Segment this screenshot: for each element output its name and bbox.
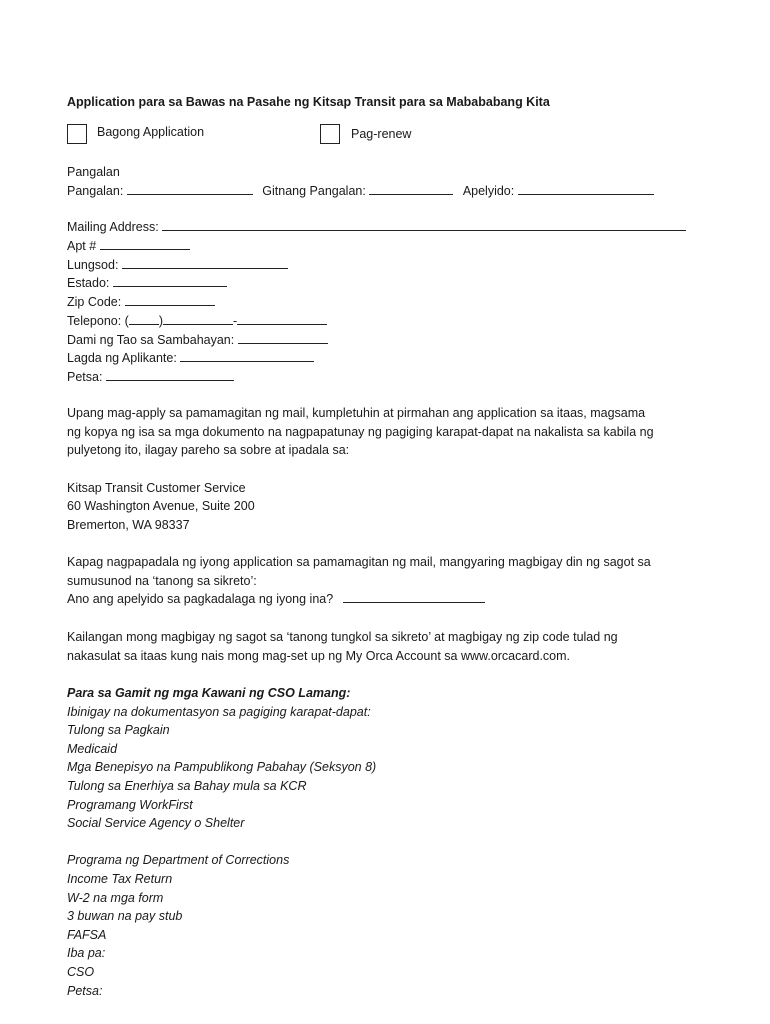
city-label: Lungsod: bbox=[67, 258, 119, 272]
instructions-line: pulyetong ito, ilagay pareho sa sobre at ipadala sa: bbox=[67, 443, 350, 457]
phone-prefix-field[interactable] bbox=[163, 312, 233, 325]
cso-item: Iba pa: bbox=[67, 946, 106, 960]
phone-label: Telepono: ( bbox=[67, 314, 129, 328]
secret-answer-field[interactable] bbox=[343, 590, 485, 603]
zip-label: Zip Code: bbox=[67, 295, 122, 309]
last-name-field[interactable] bbox=[518, 182, 654, 195]
cso-item: CSO bbox=[67, 965, 95, 979]
cso-item: Social Service Agency o Shelter bbox=[67, 816, 245, 830]
city-row bbox=[67, 256, 288, 274]
mailing-address-label: Mailing Address: bbox=[67, 220, 159, 234]
orca-note-line: Kailangan mong magbigay ng sagot sa ‘tanong tungkol sa sikreto’ at magbigay ng zip code tulad ng bbox=[67, 630, 618, 644]
secret-question-row bbox=[67, 590, 485, 608]
cso-item: Mga Benepisyo na Pampublikong Pabahay (Seksyon 8) bbox=[67, 760, 377, 774]
signature-row bbox=[67, 349, 314, 367]
cso-item: Petsa: bbox=[67, 984, 103, 998]
zip-row bbox=[67, 293, 215, 311]
household-field[interactable] bbox=[238, 331, 328, 344]
instructions-line: Upang mag-apply sa pamamagitan ng mail, kumpletuhin at pirmahan ang application sa itaas, magsama bbox=[67, 406, 646, 420]
cso-subheading: Ibinigay na dokumentasyon sa pagiging karapat-dapat: bbox=[67, 705, 371, 719]
name-heading: Pangalan bbox=[67, 165, 120, 179]
renew-label: Pag-renew bbox=[351, 127, 412, 141]
new-application-checkbox[interactable] bbox=[67, 124, 87, 144]
zip-field[interactable] bbox=[125, 293, 215, 306]
cso-item: Programa ng Department of Corrections bbox=[67, 853, 290, 867]
apt-field[interactable] bbox=[100, 237, 190, 250]
orca-note-line: nakasulat sa itaas kung nais mong mag-set up ng My Orca Account sa www.orcacard.com. bbox=[67, 649, 571, 663]
state-row bbox=[67, 274, 227, 292]
instructions-line: ng kopya ng isa sa mga dokumento na nagpapatunay ng pagiging karapat-dapat na nakalista sa kabila ng bbox=[67, 425, 654, 439]
new-application-label: Bagong Application bbox=[97, 125, 205, 139]
phone-row bbox=[67, 312, 327, 330]
date-field[interactable] bbox=[106, 368, 234, 381]
form-title: Application para sa Bawas na Pasahe ng Kitsap Transit para sa Mabababang Kita bbox=[67, 95, 550, 109]
date-label: Petsa: bbox=[67, 370, 103, 384]
secret-intro-line: Kapag nagpapadala ng iyong application sa pamamagitan ng mail, mangyaring magbigay din ng sagot sa bbox=[67, 555, 651, 569]
household-label: Dami ng Tao sa Sambahayan: bbox=[67, 333, 235, 347]
cso-item: W-2 na mga form bbox=[67, 891, 164, 905]
apt-label: Apt # bbox=[67, 239, 97, 253]
first-name-label: Pangalan: bbox=[67, 184, 124, 198]
state-field[interactable] bbox=[113, 274, 227, 287]
cso-heading: Para sa Gamit ng mga Kawani ng CSO Lamang: bbox=[67, 686, 351, 700]
date-row bbox=[67, 368, 234, 386]
name-row bbox=[67, 182, 654, 200]
address-line: 60 Washington Avenue, Suite 200 bbox=[67, 499, 255, 513]
state-label: Estado: bbox=[67, 276, 110, 290]
cso-item: Tulong sa Enerhiya sa Bahay mula sa KCR bbox=[67, 779, 307, 793]
address-line: Kitsap Transit Customer Service bbox=[67, 481, 246, 495]
first-name-field[interactable] bbox=[127, 182, 253, 195]
household-row bbox=[67, 331, 328, 349]
phone-line-field[interactable] bbox=[237, 312, 327, 325]
middle-name-label: Gitnang Pangalan: bbox=[262, 184, 366, 198]
phone-area-field[interactable] bbox=[129, 312, 159, 325]
cso-item: FAFSA bbox=[67, 928, 107, 942]
mailing-address-field[interactable] bbox=[162, 218, 686, 231]
last-name-label: Apelyido: bbox=[462, 184, 515, 198]
address-line: Bremerton, WA 98337 bbox=[67, 518, 190, 532]
cso-item: Medicaid bbox=[67, 742, 118, 756]
renew-checkbox[interactable] bbox=[320, 124, 340, 144]
signature-field[interactable] bbox=[180, 349, 314, 362]
cso-item: 3 buwan na pay stub bbox=[67, 909, 183, 923]
secret-intro-line: sumusunod na ‘tanong sa sikreto’: bbox=[67, 574, 257, 588]
cso-item: Tulong sa Pagkain bbox=[67, 723, 170, 737]
signature-label: Lagda ng Aplikante: bbox=[67, 351, 177, 365]
phone-dash: - bbox=[233, 314, 238, 328]
apt-row bbox=[67, 237, 190, 255]
cso-item: Income Tax Return bbox=[67, 872, 173, 886]
cso-item: Programang WorkFirst bbox=[67, 798, 193, 812]
mailing-address-row bbox=[67, 218, 686, 236]
middle-name-field[interactable] bbox=[369, 182, 453, 195]
city-field[interactable] bbox=[122, 256, 288, 269]
phone-paren: ) bbox=[158, 314, 164, 328]
secret-question-label: Ano ang apelyido sa pagkadalaga ng iyong ina? bbox=[67, 592, 334, 606]
